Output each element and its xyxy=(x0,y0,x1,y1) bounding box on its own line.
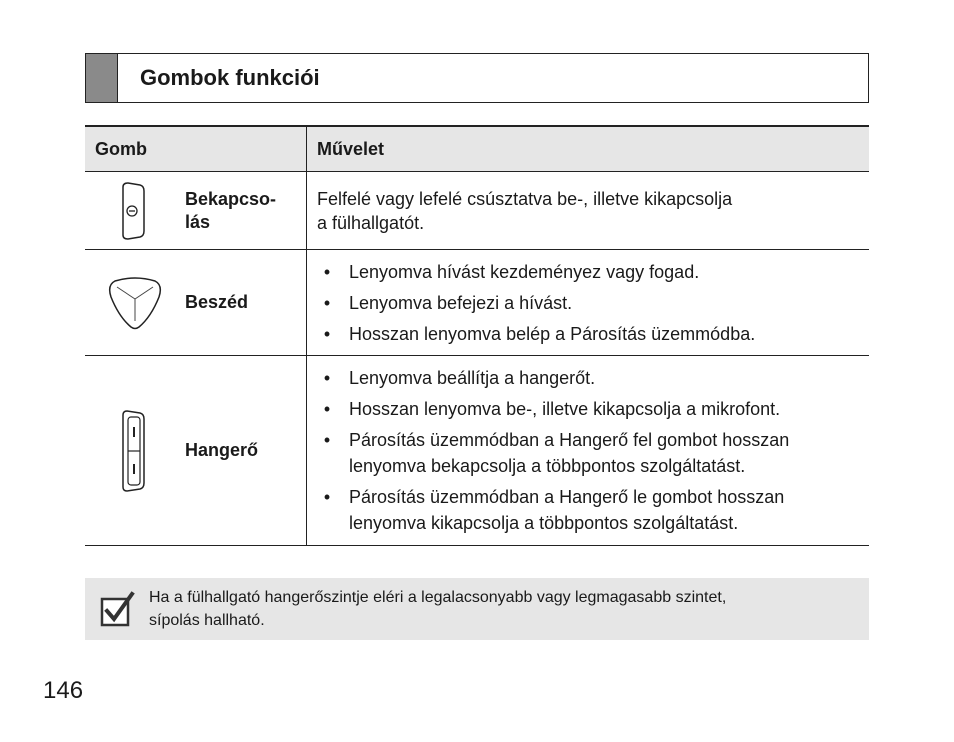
button-label: Beszéd xyxy=(185,292,249,312)
talk-button-icon xyxy=(85,273,185,333)
section-header xyxy=(85,53,869,103)
note-text: Ha a fülhallgató hangerőszintje eléri a legalacsonyabb vagy legmagasabb szintet, sípolás hallható. xyxy=(149,589,727,629)
list-item: • Lenyomva befejezi a hívást. xyxy=(317,290,859,316)
table-header-row xyxy=(85,126,869,172)
button-label: Bekapcso- lás xyxy=(185,188,277,232)
page-number: 146 xyxy=(43,677,84,704)
note-box xyxy=(85,578,869,640)
list-item: • Párosítás üzemmódban a Hangerő fel gombot hosszan lenyomva bekapcsolja a többpontos szolgáltatást. xyxy=(317,427,859,479)
power-switch-icon xyxy=(85,181,185,241)
list-item: • Lenyomva hívást kezdeményez vagy fogad. xyxy=(317,259,859,285)
action-cell xyxy=(307,356,870,546)
section-marker xyxy=(86,54,118,102)
table-row xyxy=(85,356,869,546)
list-item: • Lenyomva beállítja a hangerőt. xyxy=(317,365,859,391)
list-item: • Hosszan lenyomva belép a Párosítás üzemmódba. xyxy=(317,321,859,347)
button-functions-table xyxy=(85,125,869,546)
list-item: • Párosítás üzemmódban a Hangerő le gombot hosszan lenyomva kikapcsolja a többpontos szolgáltatást. xyxy=(317,484,859,536)
action-cell xyxy=(307,172,870,250)
section-title: Gombok funkciói xyxy=(140,65,320,90)
volume-rocker-icon xyxy=(85,409,185,493)
action-text: Felfelé vagy lefelé csúsztatva be-, illetve kikapcsolja a fülhallgatót. xyxy=(317,188,733,233)
button-cell xyxy=(85,250,307,356)
button-label: Hangerő xyxy=(185,440,259,460)
header-action: Művelet xyxy=(307,126,870,172)
header-button: Gomb xyxy=(85,126,307,172)
action-cell xyxy=(307,250,870,356)
button-cell xyxy=(85,356,307,546)
table-row xyxy=(85,172,869,250)
table-row xyxy=(85,250,869,356)
button-cell xyxy=(85,172,307,250)
list-item: • Hosszan lenyomva be-, illetve kikapcsolja a mikrofont. xyxy=(317,396,859,422)
checkmark-icon xyxy=(85,591,149,627)
action-list xyxy=(317,259,859,347)
action-list xyxy=(317,365,859,536)
